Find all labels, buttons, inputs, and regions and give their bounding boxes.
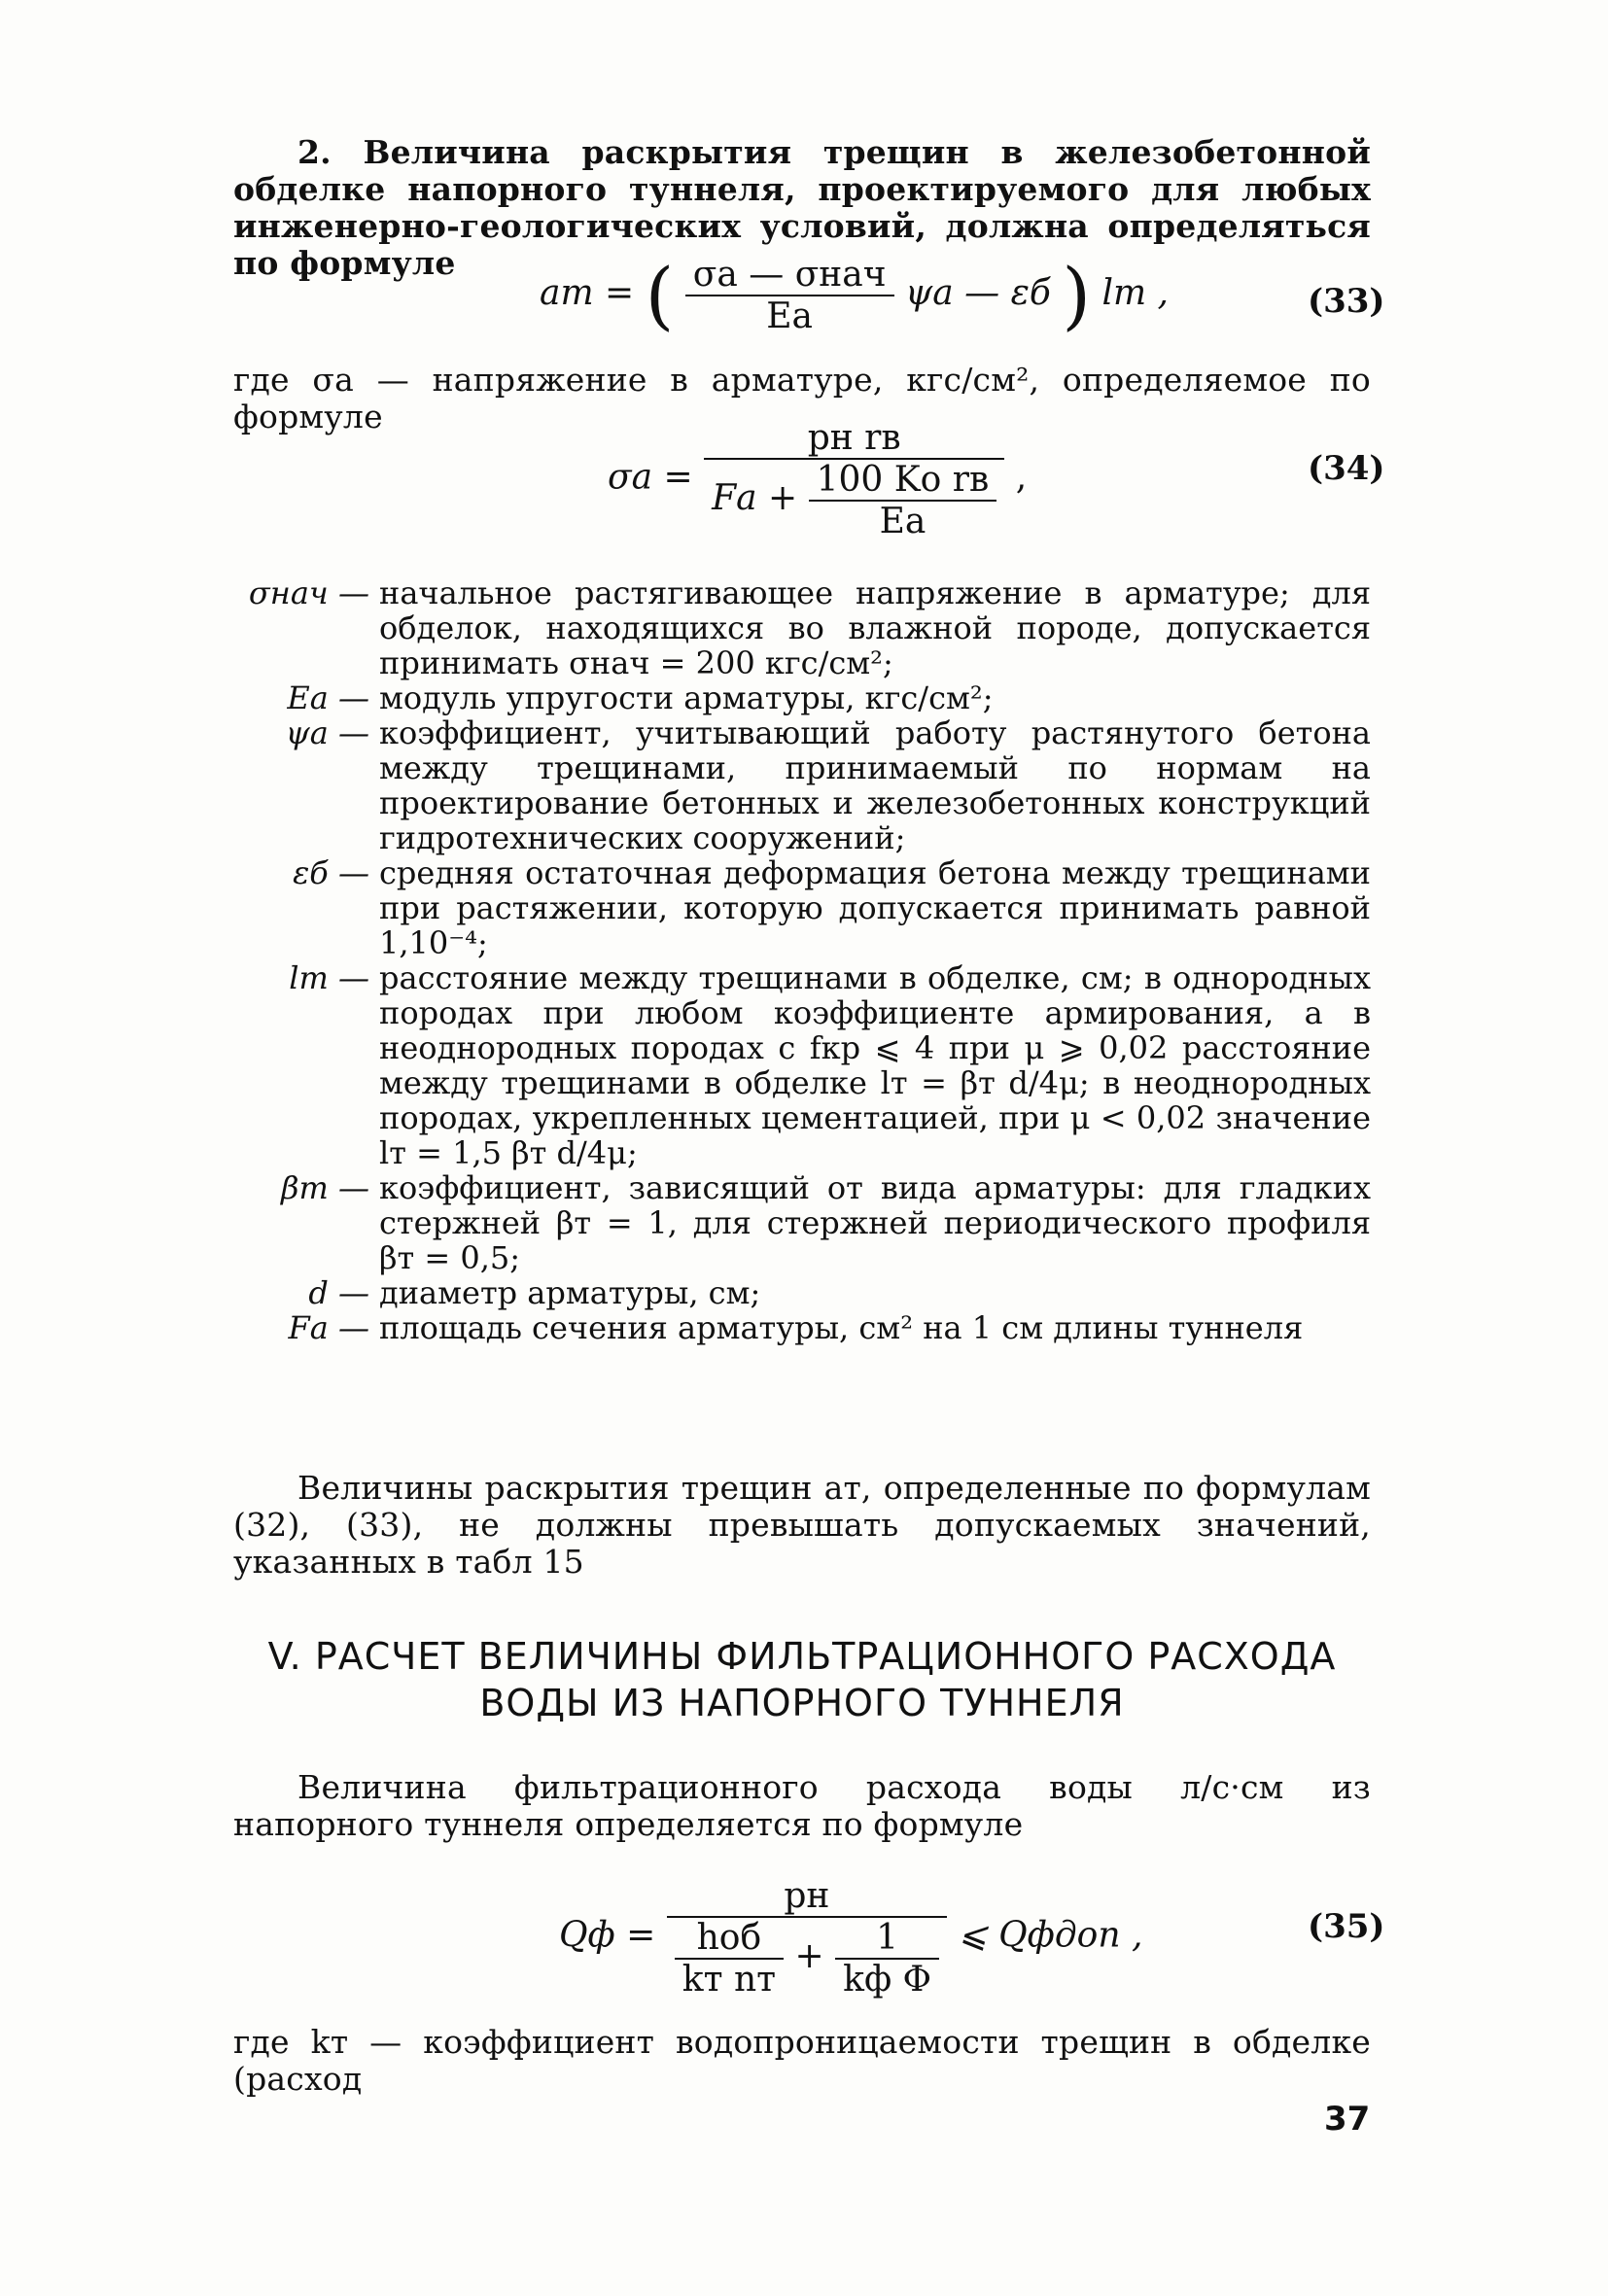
equation-34	[608, 418, 1027, 541]
equation-34-number: (34)	[1308, 449, 1385, 488]
definition-item	[233, 680, 1371, 715]
paragraph-intro: 2. Величина раскрытия трещин в железобетонной обделке напорного туннеля, проектируемого для любых инженерно-геологических условий, должна определяться по формуле	[233, 133, 1371, 282]
section-heading-line-2: ВОДЫ ИЗ НАПОРНОГО ТУННЕЛЯ	[479, 1682, 1125, 1724]
eq33-denominator: Eа	[685, 295, 894, 336]
equation-35	[559, 1876, 1142, 2000]
definition-text: средняя остаточная деформация бетона между трещинами при растяжении, которую допускается принимать равной 1,10⁻⁴;	[379, 854, 1371, 961]
section-heading-line-1: V. РАСЧЕТ ВЕЛИЧИНЫ ФИЛЬТРАЦИОННОГО РАСХОДА	[267, 1635, 1337, 1678]
eq33-left-paren: (	[645, 252, 675, 338]
page-number: 37	[1324, 2100, 1371, 2139]
equation-33	[540, 252, 1169, 338]
eq33-lhs: aт =	[540, 273, 635, 313]
eq35-term-1-denominator: kт nт	[675, 1958, 784, 2000]
definition-text: модуль упругости арматуры, кгс/см²;	[379, 679, 994, 716]
eq35-term-2-denominator: kф Φ	[835, 1958, 939, 2000]
eq35-fraction	[667, 1876, 947, 2000]
definition-text: коэффициент, учитывающий работу растянутого бетона между трещинами, принимаемый по нормам на проектирование бетонных и железобетонных конструкций гидротехнических сооружений;	[379, 714, 1371, 856]
definition-text: площадь сечения арматуры, см² на 1 см длины туннеля	[379, 1309, 1304, 1346]
eq35-term-2	[835, 1918, 939, 2000]
eq35-term-2-numerator: 1	[876, 1918, 899, 1958]
equation-35-number: (35)	[1308, 1907, 1385, 1946]
eq35-term-1-numerator: hоб	[696, 1918, 762, 1958]
definition-text: коэффициент, зависящий от вида арматуры: для гладких стержней βт = 1, для стержней периодического профиля βт = 0,5;	[379, 1169, 1371, 1276]
eq34-numerator: pн rв	[807, 418, 901, 458]
definition-item	[233, 575, 1371, 680]
eq34-inner-denominator: Eа	[809, 500, 997, 541]
section-heading	[233, 1633, 1371, 1726]
definition-symbol: βт —	[280, 1169, 369, 1206]
definition-symbol: σнач —	[248, 574, 369, 611]
eq34-inner-fraction	[809, 460, 997, 541]
definition-item	[233, 1310, 1371, 1345]
definitions-list	[233, 575, 1371, 1345]
eq35-denominator	[667, 1916, 947, 2000]
eq33-numerator: σа — σнач	[692, 255, 887, 295]
definition-symbol: εб —	[293, 854, 369, 891]
definition-text: расстояние между трещинами в обделке, см; в однородных породах при любом коэффициенте армирования, а в неоднородных породах с fкр ⩽ 4 при μ ⩾ 0,02 расстояние между трещинами в обделке lт = βт d/4μ; в неоднородных породах, укрепленных цементацией, при μ < 0,02 значение lт = 1,5 βт d/4μ;	[379, 959, 1371, 1171]
eq34-comma: ,	[1015, 457, 1028, 498]
definition-item	[233, 960, 1371, 1170]
eq34-denominator	[704, 458, 1004, 541]
definition-symbol: d —	[308, 1274, 369, 1311]
eq33-tail: ψа — εб	[905, 273, 1051, 313]
definition-text: начальное растягивающее напряжение в арматуре; для обделок, находящихся во влажной породе, допускается принимать σнач = 200 кгс/см²;	[379, 574, 1371, 681]
definition-symbol: Fа —	[288, 1309, 369, 1346]
definition-item	[233, 1170, 1371, 1275]
eq33-after: lт ,	[1101, 273, 1169, 313]
sigma-definition-line: где σа — напряжение в арматуре, кгс/см², определяемое по формуле	[233, 361, 1371, 435]
eq33-fraction	[685, 255, 894, 336]
definition-symbol: ψа —	[285, 714, 369, 751]
paragraph-filtration: Величина фильтрационного расхода воды л/с·см из напорного туннеля определяется по формуле	[233, 1768, 1371, 1843]
definition-symbol: lт —	[289, 959, 369, 996]
eq34-den-left: Fа +	[712, 478, 798, 518]
eq35-rhs: ⩽ Qфдоп ,	[958, 1915, 1143, 1956]
equation-33-number: (33)	[1308, 282, 1385, 321]
eq34-fraction	[704, 418, 1004, 541]
paragraph-crack-limits: Величины раскрытия трещин aт, определенные по формулам (32), (33), не должны превышать допускаемых значений, указанных в табл 15	[233, 1469, 1371, 1581]
eq35-lhs: Qф =	[559, 1915, 656, 1956]
eq34-inner-numerator: 100 Kо rв	[816, 460, 990, 500]
eq35-term-1	[675, 1918, 784, 2000]
definition-text: диаметр арматуры, см;	[379, 1274, 761, 1311]
eq34-lhs: σа =	[608, 457, 693, 498]
definition-symbol: Eа —	[287, 679, 369, 716]
definition-item	[233, 855, 1371, 960]
kt-definition-line: где kт — коэффициент водопроницаемости трещин в обделке (расход	[233, 2023, 1371, 2098]
definition-item	[233, 1275, 1371, 1310]
eq35-plus: +	[794, 1936, 824, 1976]
eq35-numerator: pн	[784, 1876, 830, 1916]
definition-item	[233, 715, 1371, 855]
eq33-right-paren: )	[1062, 252, 1091, 338]
